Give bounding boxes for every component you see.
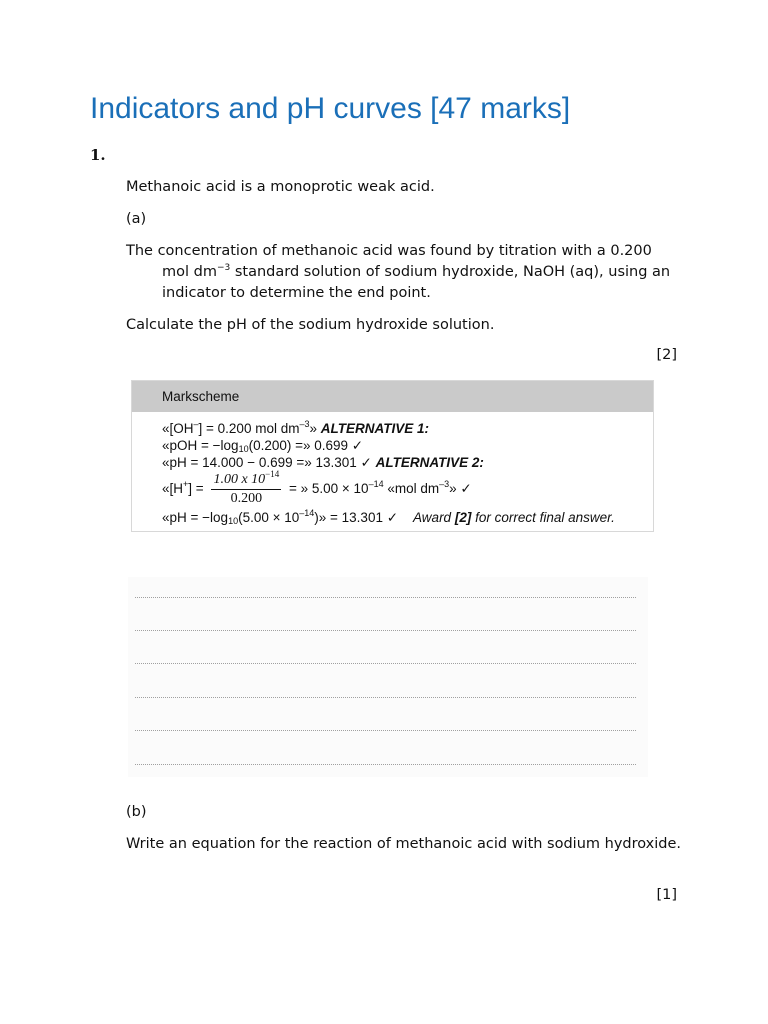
ms-text: (0.200) =» 0.699 ✓ — [248, 438, 364, 453]
part-a-instruction: Calculate the pH of the sodium hydroxide solution. — [126, 317, 495, 333]
question-number: 1. — [90, 146, 106, 164]
ms-sup: –14 — [299, 508, 315, 518]
answer-line[interactable] — [135, 730, 636, 731]
ms-text: » — [309, 421, 321, 436]
fraction-numerator — [211, 469, 281, 490]
ms-text: «pOH = −log — [162, 438, 239, 453]
part-b-label: (b) — [126, 804, 147, 820]
fraction-denominator: 0.200 — [230, 491, 263, 506]
ms-text: «pH = 14.000 − 0.699 =» 13.301 ✓ — [162, 455, 376, 470]
ms-text: (5.00 × 10 — [238, 510, 300, 525]
part-a-question — [126, 241, 682, 304]
page-title: Indicators and pH curves [47 marks] — [90, 92, 571, 125]
ms-sup: –3 — [299, 419, 310, 429]
ms-sup: + — [183, 479, 189, 490]
markscheme-line-2 — [162, 438, 363, 454]
ms-sup: −14 — [265, 469, 280, 479]
markscheme-line-3 — [162, 455, 484, 471]
ms-sup: –3 — [439, 479, 450, 490]
fraction — [211, 469, 281, 507]
ms-text: )» = 13.301 ✓ — [314, 510, 399, 525]
ms-text: ] = 0.200 mol dm — [198, 421, 300, 436]
answer-line[interactable] — [135, 630, 636, 631]
award-text: Award — [413, 510, 455, 525]
ms-text: «[H — [162, 481, 184, 497]
award-text: for correct final answer. — [471, 510, 615, 525]
answer-line[interactable] — [135, 697, 636, 698]
markscheme-line-1 — [162, 421, 429, 436]
ms-sub: 10 — [228, 516, 239, 526]
ms-text: «pH = −log — [162, 510, 229, 525]
part-a-marks: [2] — [656, 347, 677, 363]
question-intro: Methanoic acid is a monoprotic weak acid. — [126, 179, 435, 195]
answer-line[interactable] — [135, 597, 636, 598]
markscheme-box — [131, 380, 654, 532]
markscheme-header[interactable]: Markscheme — [132, 381, 653, 412]
markscheme-line-5 — [162, 510, 615, 526]
ms-text: = » 5.00 × 10 — [289, 481, 369, 497]
award-marks: [2] — [454, 510, 472, 525]
part-b-marks: [1] — [656, 887, 677, 903]
answer-area[interactable] — [128, 577, 648, 777]
alternative-1-label: ALTERNATIVE 1: — [320, 421, 430, 436]
part-a-text-continued: standard solution of sodium hydroxide, NaOH (aq), using an indicator to determine the end point. — [162, 264, 671, 301]
part-a-text: The concentration of methanoic acid was found by titration with a 0.200 mol dm — [126, 243, 652, 280]
ms-sub: 10 — [238, 444, 249, 454]
answer-line[interactable] — [135, 764, 636, 765]
markscheme-line-4 — [162, 469, 472, 507]
alternative-2-label: ALTERNATIVE 2: — [375, 455, 484, 470]
part-b-question: Write an equation for the reaction of methanoic acid with sodium hydroxide. — [126, 836, 682, 852]
ms-text: » ✓ — [449, 481, 472, 497]
answer-line[interactable] — [135, 663, 636, 664]
unit-superscript: −3 — [216, 263, 231, 273]
part-a-label: (a) — [126, 211, 147, 227]
ms-text: «[OH — [162, 421, 194, 436]
ms-text: 1.00 x 10 — [213, 472, 266, 487]
ms-sup: –14 — [368, 479, 384, 490]
ms-text: ] = — [188, 481, 204, 497]
ms-text: «mol dm — [383, 481, 440, 497]
ms-sup: – — [193, 419, 199, 429]
